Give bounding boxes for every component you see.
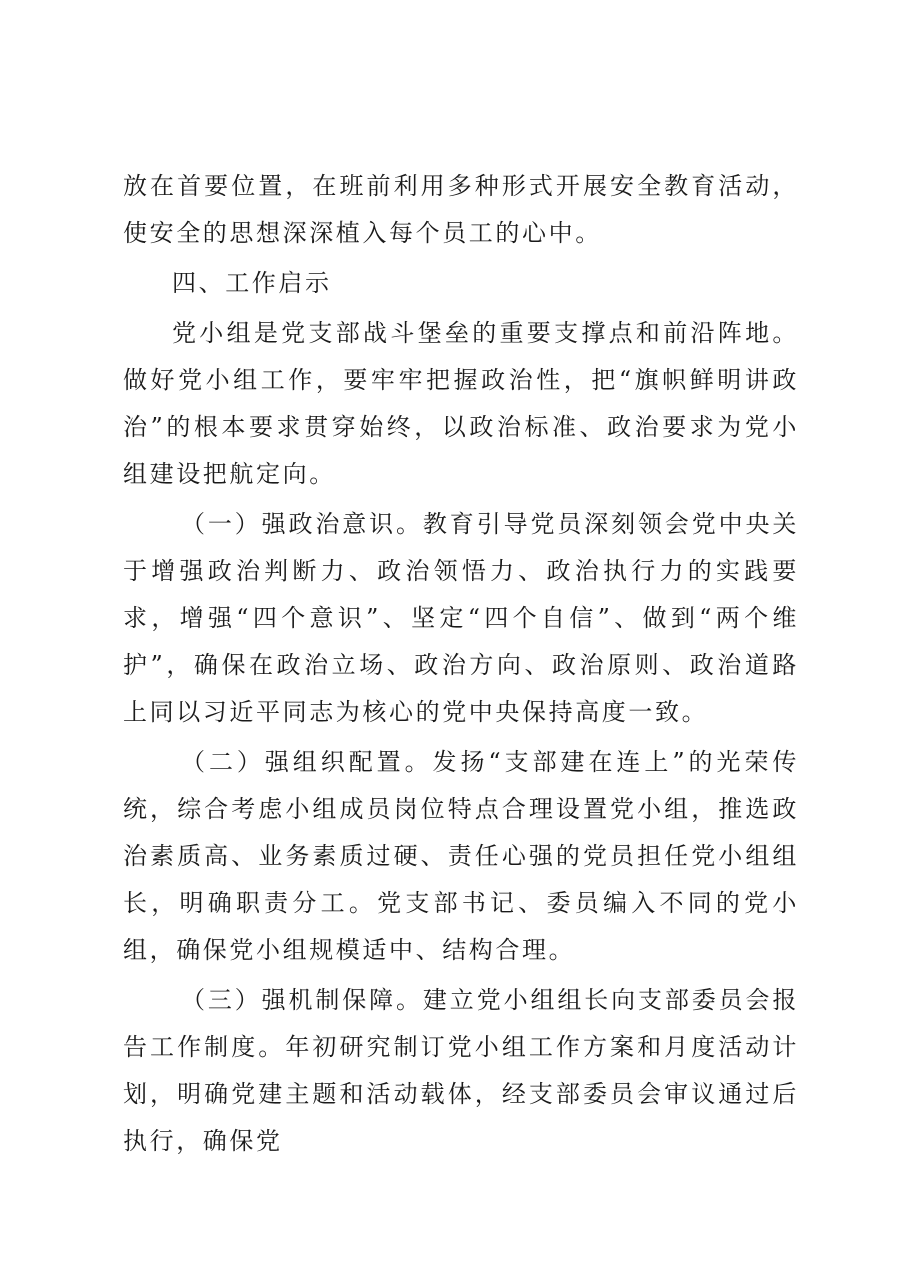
paragraph-mechanism: （三）强机制保障。建立党小组组长向支部委员会报告工作制度。年初研究制订党小组工作方案和月度活动计划，明确党建主题和活动载体，经支部委员会审议通过后执行，确保党 [123,986,799,1155]
paragraph-continued: 放在首要位置，在班前利用多种形式开展安全教育活动，使安全的思想深深植入每个员工的心中。 [123,172,799,247]
paragraph-political-awareness: （一）强政治意识。教育引导党员深刻领会党中央关于增强政治判断力、政治领悟力、政治执行力的实践要求，增强“四个意识”、坚定“四个自信”、做到“两个维护”，确保在政治立场、政治方向、政治原则、政治道路上同以习近平同志为核心的党中央保持高度一致。 [123,510,799,726]
section-heading: 四、工作启示 [172,269,332,297]
paragraph-intro: 党小组是党支部战斗堡垒的重要支撑点和前沿阵地。做好党小组工作，要牢牢把握政治性，把“旗帜鲜明讲政治”的根本要求贯穿始终，以政治标准、政治要求为党小组建设把航定向。 [123,319,799,488]
paragraph-organization: （二）强组织配置。发扬“支部建在连上”的光荣传统，综合考虑小组成员岗位特点合理设置党小组，推选政治素质高、业务素质过硬、责任心强的党员担任党小组组长，明确职责分工。党支部书记、委员编入不同的党小组，确保党小组规模适中、结构合理。 [123,748,799,964]
document-body [123,163,799,1165]
